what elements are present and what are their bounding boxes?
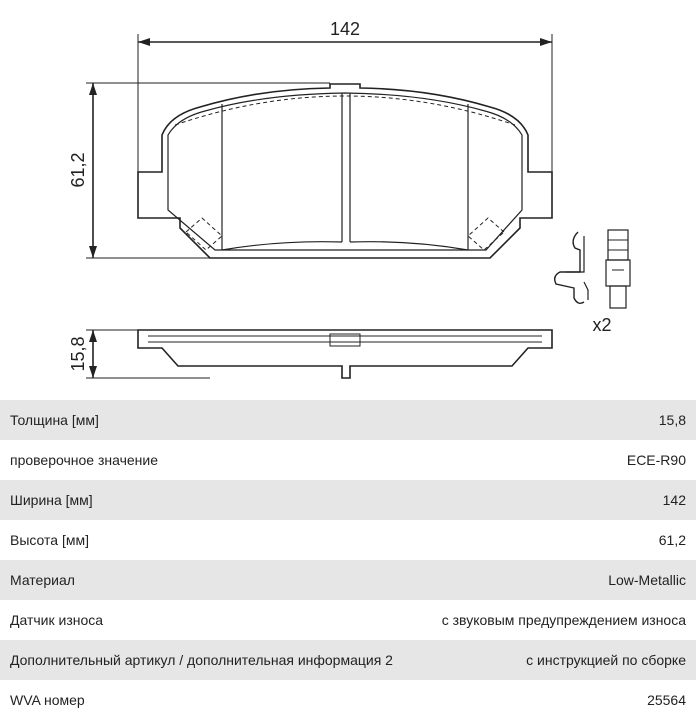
spec-value: с инструкцией по сборке (526, 652, 686, 668)
thickness-dimension-label: 15,8 (68, 336, 88, 372)
spec-label: Толщина [мм] (10, 412, 99, 428)
spec-label: проверочное значение (10, 452, 159, 468)
spec-value: Low-Metallic (608, 572, 686, 588)
width-dimension-label: 142 (329, 19, 361, 39)
spec-value: 25564 (647, 692, 686, 708)
height-dimension-label: 61,2 (68, 152, 88, 188)
spec-label: Датчик износа (10, 612, 104, 628)
spec-row-wear-sensor (0, 600, 696, 640)
spec-value: 142 (662, 492, 686, 508)
spec-value: 61,2 (658, 532, 686, 548)
spec-table (0, 400, 696, 720)
spec-label: WVA номер (10, 692, 85, 708)
spec-row-thickness (0, 400, 696, 440)
spec-row-additional-info (0, 640, 696, 680)
spec-label: Дополнительный артикул / дополнительная информация 2 (10, 652, 393, 668)
pad-outline (138, 84, 552, 258)
spec-label: Материал (10, 572, 75, 588)
pad-side-view (138, 330, 552, 378)
clip-side-view (555, 232, 584, 303)
spec-row-width (0, 480, 696, 520)
spec-row-test-value (0, 440, 696, 480)
spec-row-material (0, 560, 696, 600)
spec-label: Высота [мм] (10, 532, 89, 548)
spec-value: 15,8 (658, 412, 686, 428)
friction-surface (168, 93, 522, 250)
spec-label: Ширина [мм] (10, 492, 93, 508)
spec-value: ECE-R90 (626, 452, 686, 468)
quantity-label: x2 (592, 315, 612, 335)
spec-value: с звуковым предупреждением износа (441, 612, 686, 628)
spec-row-height (0, 520, 696, 560)
spec-row-wva-number (0, 680, 696, 720)
clip-front-view (608, 230, 628, 260)
